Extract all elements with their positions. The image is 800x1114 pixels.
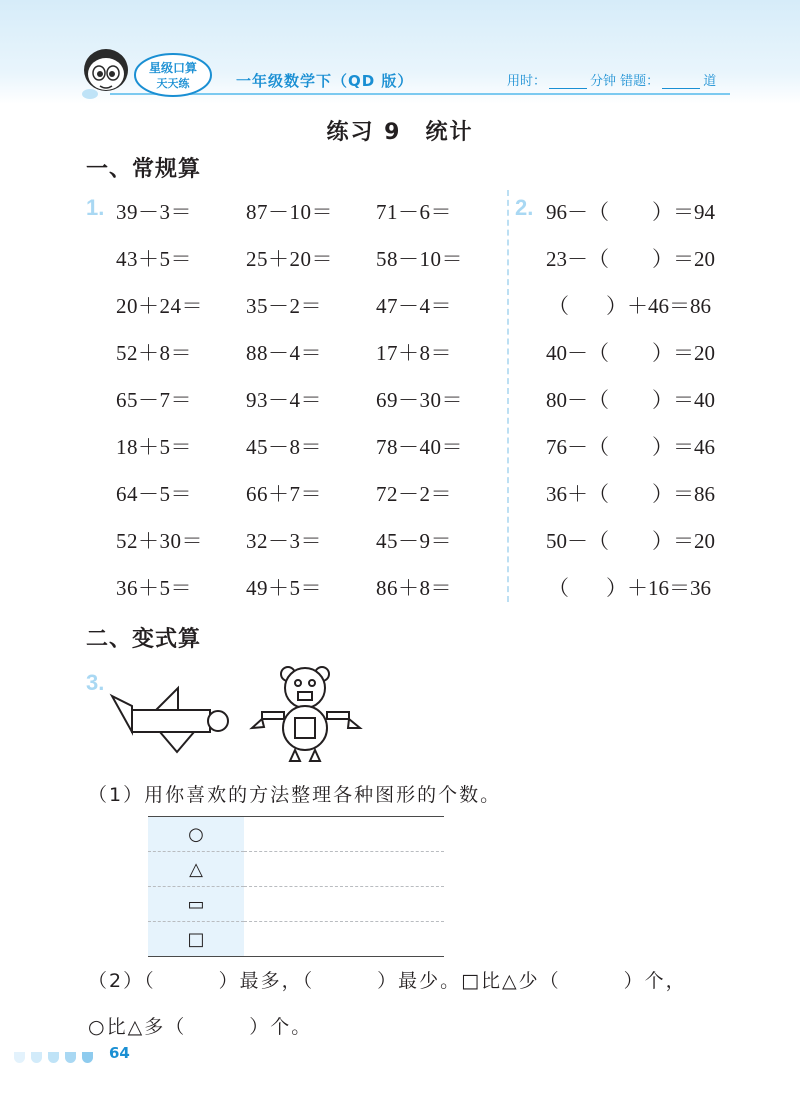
brand-line2: 天天练 — [156, 77, 190, 90]
tally-answer-cell[interactable] — [244, 887, 444, 922]
equation: 69－30＝ — [376, 388, 463, 412]
robot-right-eye-circle — [309, 680, 315, 686]
equation-left: 96－（ — [546, 200, 609, 224]
shape-symbol: △ — [148, 852, 244, 887]
minute-label: 分钟 — [590, 74, 617, 89]
equation: 64－5＝ — [116, 482, 192, 506]
shape-tally-table — [148, 816, 444, 957]
shape-symbol: ▭ — [148, 887, 244, 922]
equation-right: ）＝86 — [652, 482, 715, 506]
tally-row — [148, 817, 444, 852]
tally-answer-cell[interactable] — [244, 852, 444, 887]
equation-right: ）＝94 — [652, 200, 715, 224]
question-1-number: 1. — [86, 195, 105, 220]
equation: 32－3＝ — [246, 529, 322, 553]
equation-right: ）＋46＝86 — [606, 294, 711, 318]
tally-row — [148, 852, 444, 887]
equation: 45－9＝ — [376, 529, 452, 553]
part-2-line-1: （2）（ ）最多，（ ）最少。□比△少（ ）个， — [88, 970, 687, 992]
robot-left-eye-circle — [295, 680, 301, 686]
equation: 49＋5＝ — [246, 576, 322, 600]
robot-right-arm-rectangle — [327, 712, 349, 719]
equation-left: 76－（ — [546, 435, 609, 459]
equation: 17＋8＝ — [376, 341, 452, 365]
equation: 78－40＝ — [376, 435, 463, 459]
equation: 87－10＝ — [246, 200, 333, 224]
equation-right: ）＋16＝36 — [606, 576, 711, 600]
footer-dots — [14, 1048, 99, 1067]
section-title-regular: 一、常规算 — [86, 157, 202, 182]
equation: 36＋5＝ — [116, 576, 192, 600]
equation-right: ）＝20 — [652, 341, 715, 365]
section-title-variant: 二、变式算 — [86, 627, 202, 652]
equation: 20＋24＝ — [116, 294, 203, 318]
equation-right: ）＝40 — [652, 388, 715, 412]
lesson-title: 练习 9 统计 — [326, 120, 474, 145]
shape-symbol: □ — [148, 922, 244, 957]
equation: 66＋7＝ — [246, 482, 322, 506]
robot-left-arm-rectangle — [262, 712, 284, 719]
robot-head-circle — [285, 668, 325, 708]
equation: 88－4＝ — [246, 341, 322, 365]
part-1-instruction: （1）用你喜欢的方法整理各种图形的个数。 — [88, 784, 502, 806]
wing-triangle-shape — [156, 688, 178, 710]
equation: 35－2＝ — [246, 294, 322, 318]
footer-dot — [82, 1052, 93, 1063]
airplane-figure — [108, 684, 232, 754]
grade-title: 一年级数学下（QD 版） — [236, 72, 414, 90]
brand-badge — [133, 52, 213, 98]
brand-line1: 星级口算 — [148, 61, 198, 75]
equation: 43＋5＝ — [116, 247, 192, 271]
equation-right: ）＝46 — [652, 435, 715, 459]
mascot-icon — [78, 40, 138, 100]
equation-right: ）＝20 — [652, 529, 715, 553]
column-divider — [507, 190, 509, 602]
equation: 39－3＝ — [116, 200, 192, 224]
equation: 18＋5＝ — [116, 435, 192, 459]
tally-answer-cell[interactable] — [244, 922, 444, 957]
robot-figure — [240, 664, 366, 784]
count-label: 道 — [703, 74, 717, 89]
equation: 72－2＝ — [376, 482, 452, 506]
equation: 25＋20＝ — [246, 247, 333, 271]
equation: 86＋8＝ — [376, 576, 452, 600]
equation-left: 80－（ — [546, 388, 609, 412]
time-blank[interactable] — [549, 76, 587, 89]
equation: 65－7＝ — [116, 388, 192, 412]
errors-blank[interactable] — [662, 76, 700, 89]
equation: 71－6＝ — [376, 200, 452, 224]
shape-symbol: ○ — [148, 817, 244, 852]
part-2-line-2: ○比△多（ ）个。 — [88, 1016, 313, 1038]
equation: 45－8＝ — [246, 435, 322, 459]
equation: 52＋8＝ — [116, 341, 192, 365]
robot-right-foot-triangle — [310, 750, 320, 761]
equation: 47－4＝ — [376, 294, 452, 318]
tally-answer-cell[interactable] — [244, 817, 444, 852]
robot-belly-square — [295, 718, 315, 738]
equation-right: ）＝20 — [652, 247, 715, 271]
equation-left: 50－（ — [546, 529, 609, 553]
body-rectangle-shape — [132, 710, 210, 732]
equation-left: 23－（ — [546, 247, 609, 271]
time-errors-meta — [507, 70, 716, 89]
robot-mouth-rectangle — [298, 692, 312, 700]
equation: 93－4＝ — [246, 388, 322, 412]
time-label: 用时： — [507, 74, 547, 89]
robot-left-hand-triangle — [252, 719, 264, 728]
footer-dot — [31, 1052, 42, 1063]
question-3-number: 3. — [86, 670, 105, 695]
equation: 52＋30＝ — [116, 529, 203, 553]
robot-right-hand-triangle — [348, 719, 360, 728]
footer-dot — [14, 1052, 25, 1063]
equation-left: 40－（ — [546, 341, 609, 365]
equation-left: （ — [548, 294, 569, 318]
equation: 58－10＝ — [376, 247, 463, 271]
nose-circle-shape — [208, 711, 228, 731]
equation-left: 36＋（ — [546, 482, 609, 506]
errors-label: 错题： — [620, 74, 660, 89]
robot-left-foot-triangle — [290, 750, 300, 761]
page-number: 64 — [109, 1044, 130, 1062]
question-2-number: 2. — [515, 195, 534, 220]
lower-triangle-shape — [160, 732, 194, 752]
equation-left: （ — [548, 576, 569, 600]
footer-dot — [48, 1052, 59, 1063]
tally-row — [148, 887, 444, 922]
tally-row — [148, 922, 444, 957]
tail-triangle-shape — [112, 696, 132, 732]
footer-dot — [65, 1052, 76, 1063]
